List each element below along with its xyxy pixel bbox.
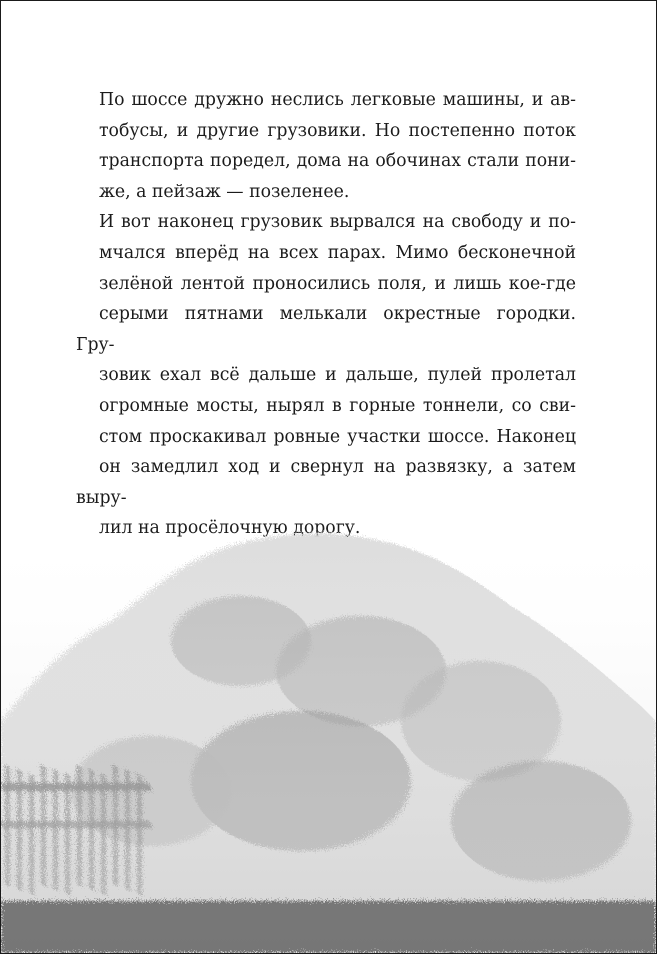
haze-overlay bbox=[1, 521, 656, 953]
grass bbox=[1, 901, 656, 953]
paragraph-2 bbox=[76, 207, 576, 544]
text-line: И вот наконец грузовик вырвался на свободу и по- bbox=[99, 212, 576, 233]
text-line: же, а пейзаж — позеленее. bbox=[99, 181, 350, 202]
text-line: тобусы, и другие грузовики. Но постепенно поток bbox=[99, 120, 576, 141]
tree-fence-illustration bbox=[1, 521, 656, 953]
text-line: мчался вперёд на всех парах. Мимо бесконечной bbox=[99, 242, 576, 263]
text-line: он замедлил ход и свернул на развязку, а затем выру- bbox=[76, 457, 576, 508]
text-line: огромные мосты, нырял в горные тоннели, со сви- bbox=[99, 395, 576, 416]
paragraph-1 bbox=[76, 85, 576, 207]
text-line: стом проскакивал ровные участки шоссе. Наконец bbox=[99, 426, 576, 447]
text-line: транспорта поредел, дома на обочинах стали пони- bbox=[99, 151, 576, 172]
text-line: серыми пятнами мелькали окрестные городки. Гру- bbox=[76, 304, 576, 355]
text-line: зовик ехал всё дальше и дальше, пулей пролетал bbox=[99, 365, 576, 386]
body-text bbox=[76, 85, 576, 544]
text-line: зелёной лентой проносились поля, и лишь кое-где bbox=[99, 273, 576, 294]
text-line: По шоссе дружно неслись легковые машины, и ав- bbox=[99, 90, 576, 110]
